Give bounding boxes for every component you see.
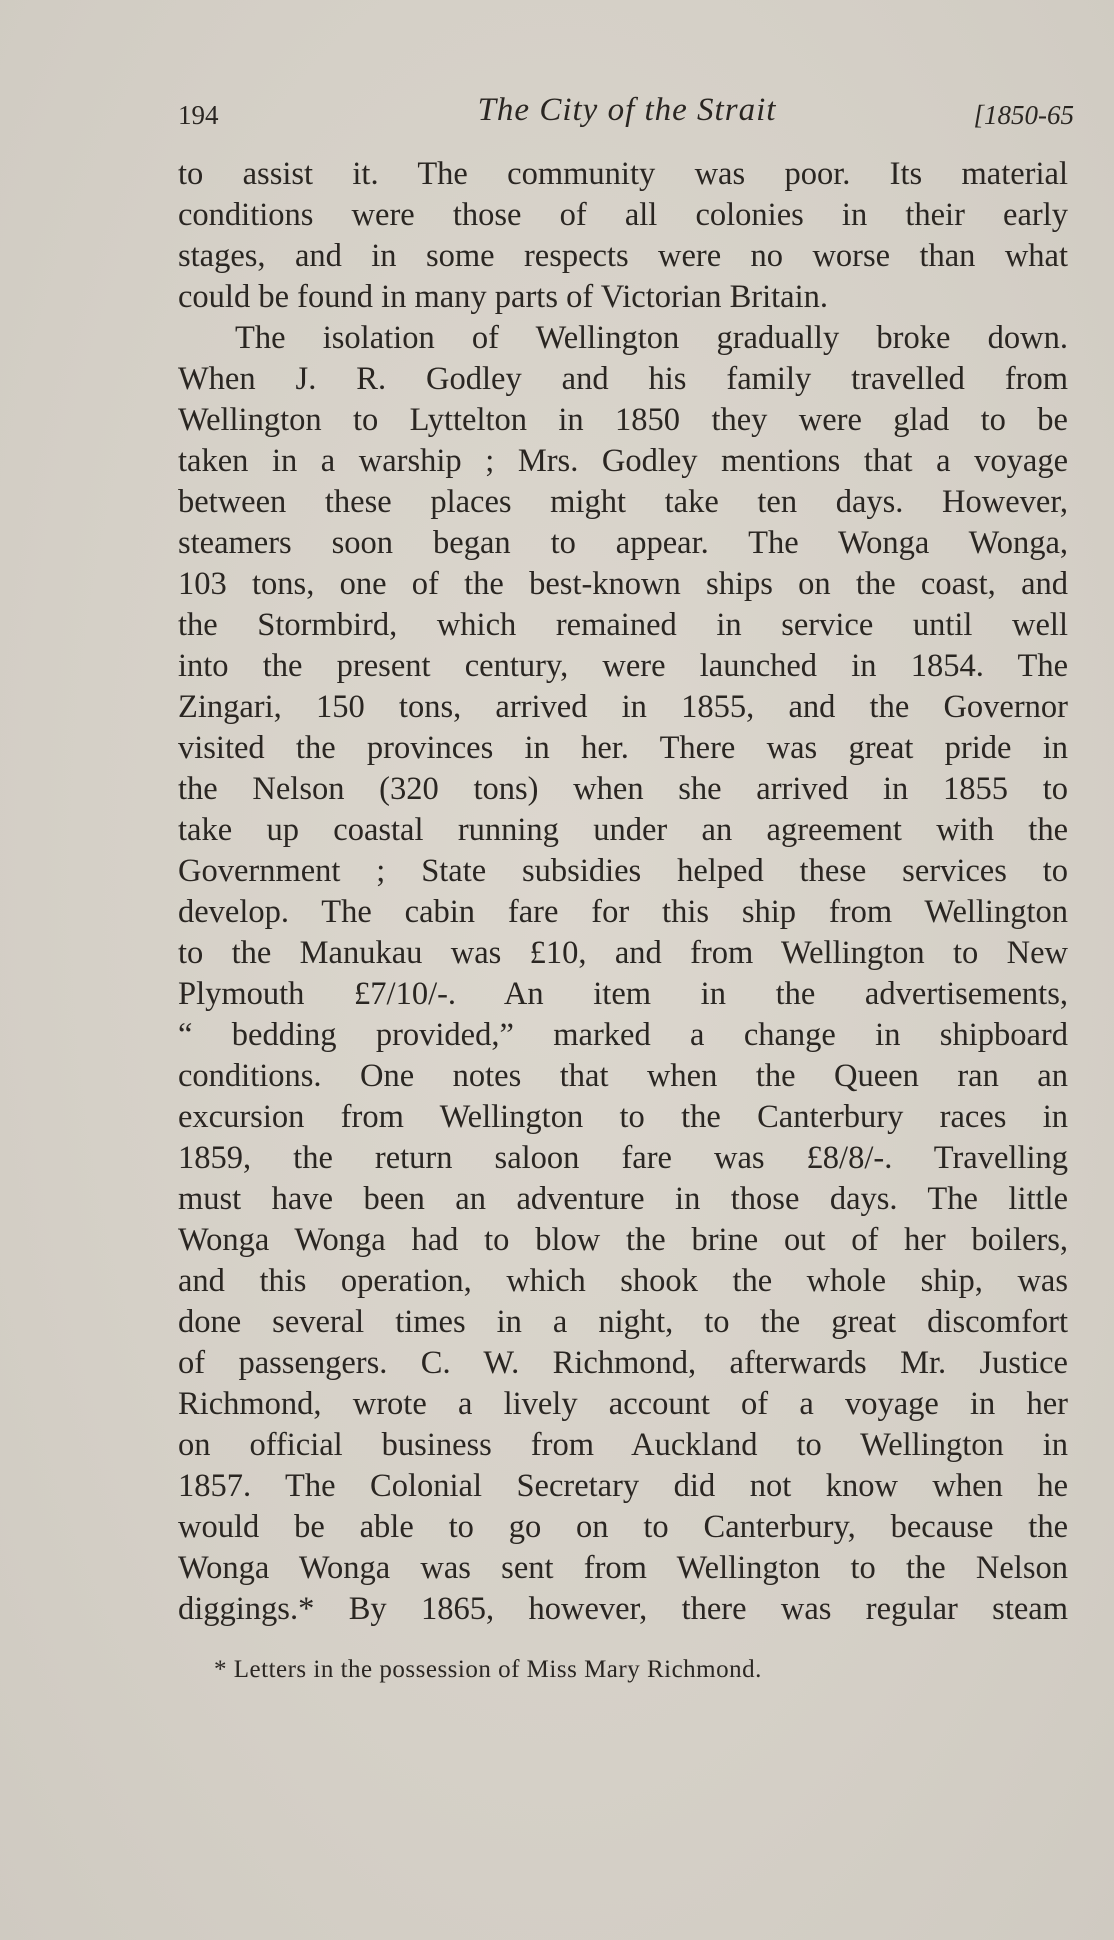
- text-line: visited the provinces in her. There was great pride in: [178, 730, 1068, 766]
- text-line: could be found in many parts of Victorian Britain.: [178, 279, 829, 315]
- text-line: 103 tons, one of the best-known ships on the coast, and: [178, 566, 1068, 602]
- text-line: stages, and in some respects were no worse than what: [178, 238, 1068, 274]
- text-line: Plymouth £7/10/-. An item in the advertisements,: [178, 976, 1068, 1012]
- text-line: on official business from Auckland to Wellington in: [178, 1427, 1068, 1463]
- text-line: of passengers. C. W. Richmond, afterwards Mr. Justice: [178, 1345, 1068, 1381]
- page-number: 194: [178, 100, 219, 130]
- text-line: between these places might take ten days. However,: [178, 484, 1068, 520]
- text-line: to assist it. The community was poor. Its material: [178, 156, 1068, 192]
- text-line: Richmond, wrote a lively account of a voyage in her: [178, 1386, 1068, 1422]
- date-range: [1850-65: [973, 100, 1074, 130]
- text-line: into the present century, were launched in 1854. The: [178, 648, 1068, 684]
- text-line: Government ; State subsidies helped these services to: [178, 853, 1068, 889]
- running-title: The City of the Strait: [477, 92, 777, 128]
- text-line: “ bedding provided,” marked a change in shipboard: [178, 1017, 1068, 1053]
- text-line: done several times in a night, to the great discomfort: [178, 1304, 1068, 1340]
- text-line: the Stormbird, which remained in service until well: [178, 607, 1068, 643]
- text-line: conditions were those of all colonies in their early: [178, 197, 1068, 233]
- text-line: must have been an adventure in those days. The little: [178, 1181, 1068, 1217]
- text-line: Wellington to Lyttelton in 1850 they were glad to be: [178, 402, 1068, 438]
- text-line: the Nelson (320 tons) when she arrived in 1855 to: [178, 771, 1068, 807]
- text-line: take up coastal running under an agreement with the: [178, 812, 1068, 848]
- text-line: Wonga Wonga had to blow the brine out of her boilers,: [178, 1222, 1068, 1258]
- text-line: 1859, the return saloon fare was £8/8/-. Travelling: [178, 1140, 1068, 1176]
- body-text: [178, 154, 1068, 1630]
- text-line: conditions. One notes that when the Queen ran an: [178, 1058, 1068, 1094]
- text-line: excursion from Wellington to the Canterbury races in: [178, 1099, 1068, 1135]
- text-line: would be able to go on to Canterbury, because the: [178, 1509, 1068, 1545]
- page-header: [178, 92, 1076, 136]
- text-line: Zingari, 150 tons, arrived in 1855, and the Governor: [178, 689, 1068, 725]
- text-line: Wonga Wonga was sent from Wellington to the Nelson: [178, 1550, 1068, 1586]
- text-line: steamers soon began to appear. The Wonga Wonga,: [178, 525, 1068, 561]
- footnote: * Letters in the possession of Miss Mary Richmond.: [214, 1656, 762, 1683]
- text-line: diggings.* By 1865, however, there was regular steam: [178, 1591, 1068, 1627]
- text-line: 1857. The Colonial Secretary did not know when he: [178, 1468, 1068, 1504]
- text-line: and this operation, which shook the whole ship, was: [178, 1263, 1068, 1299]
- text-line: taken in a warship ; Mrs. Godley mentions that a voyage: [178, 443, 1068, 479]
- text-line: to the Manukau was £10, and from Wellington to New: [178, 935, 1068, 971]
- text-line: The isolation of Wellington gradually broke down.: [235, 320, 1068, 356]
- text-line: develop. The cabin fare for this ship from Wellington: [178, 894, 1068, 930]
- text-line: When J. R. Godley and his family travelled from: [178, 361, 1068, 397]
